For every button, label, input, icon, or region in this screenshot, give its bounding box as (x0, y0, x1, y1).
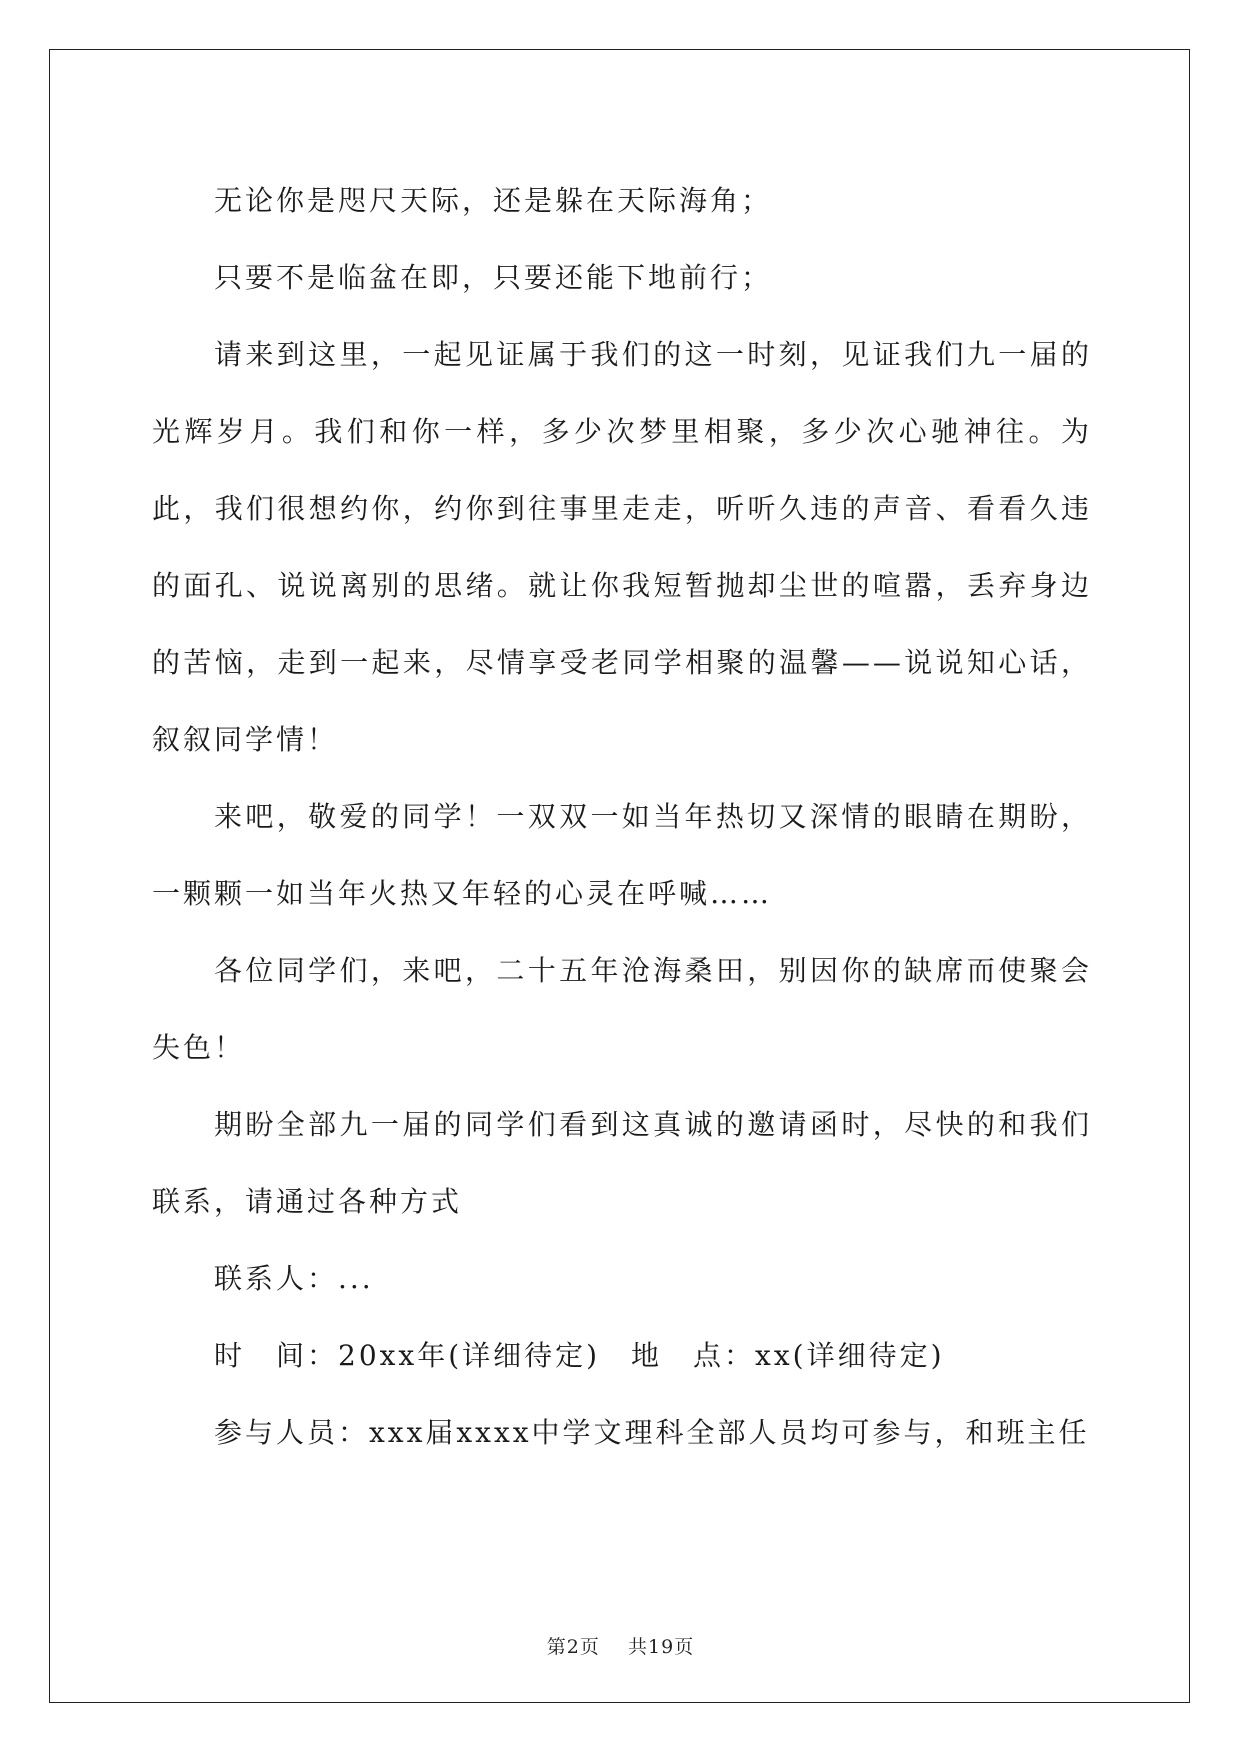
paragraph: 无论你是咫尺天际，还是躲在天际海角； (214, 184, 773, 217)
paragraph: 联系人：... (214, 1262, 374, 1295)
page-number: 第2页 (546, 1636, 600, 1658)
page-total: 共19页 (628, 1636, 695, 1658)
paragraph: 参与人员：xxx届xxxx中学文理科全部人员均可参与，和班主任 (214, 1416, 1090, 1449)
paragraph: 只要不是临盆在即，只要还能下地前行； (214, 261, 773, 294)
paragraph: 来吧，敬爱的同学！一双双一如当年热切又深情的眼睛在期盼，一颗颗一如当年火热又年轻的心灵在呼喊…… (152, 800, 1092, 910)
paragraph: 期盼全部九一届的同学们看到这真诚的邀请函时，尽快的和我们联系，请通过各种方式 (152, 1108, 1092, 1218)
document-body (152, 162, 1092, 1471)
paragraph: 请来到这里，一起见证属于我们的这一时刻，见证我们九一届的光辉岁月。我们和你一样，多少次梦里相聚，多少次心驰神往。为此，我们很想约你，约你到往事里走走，听听久违的声音、看看久违的面孔、说说离别的思绪。就让你我短暂抛却尘世的喧嚣，丢弃身边的苦恼，走到一起来，尽情享受老同学相聚的温馨——说说知心话，叙叙同学情！ (152, 338, 1092, 756)
page-footer (0, 1632, 1241, 1659)
paragraph: 各位同学们，来吧，二十五年沧海桑田，别因你的缺席而使聚会失色！ (152, 954, 1092, 1064)
paragraph: 时 间：20xx年(详细待定) 地 点：xx(详细待定) (214, 1339, 945, 1372)
